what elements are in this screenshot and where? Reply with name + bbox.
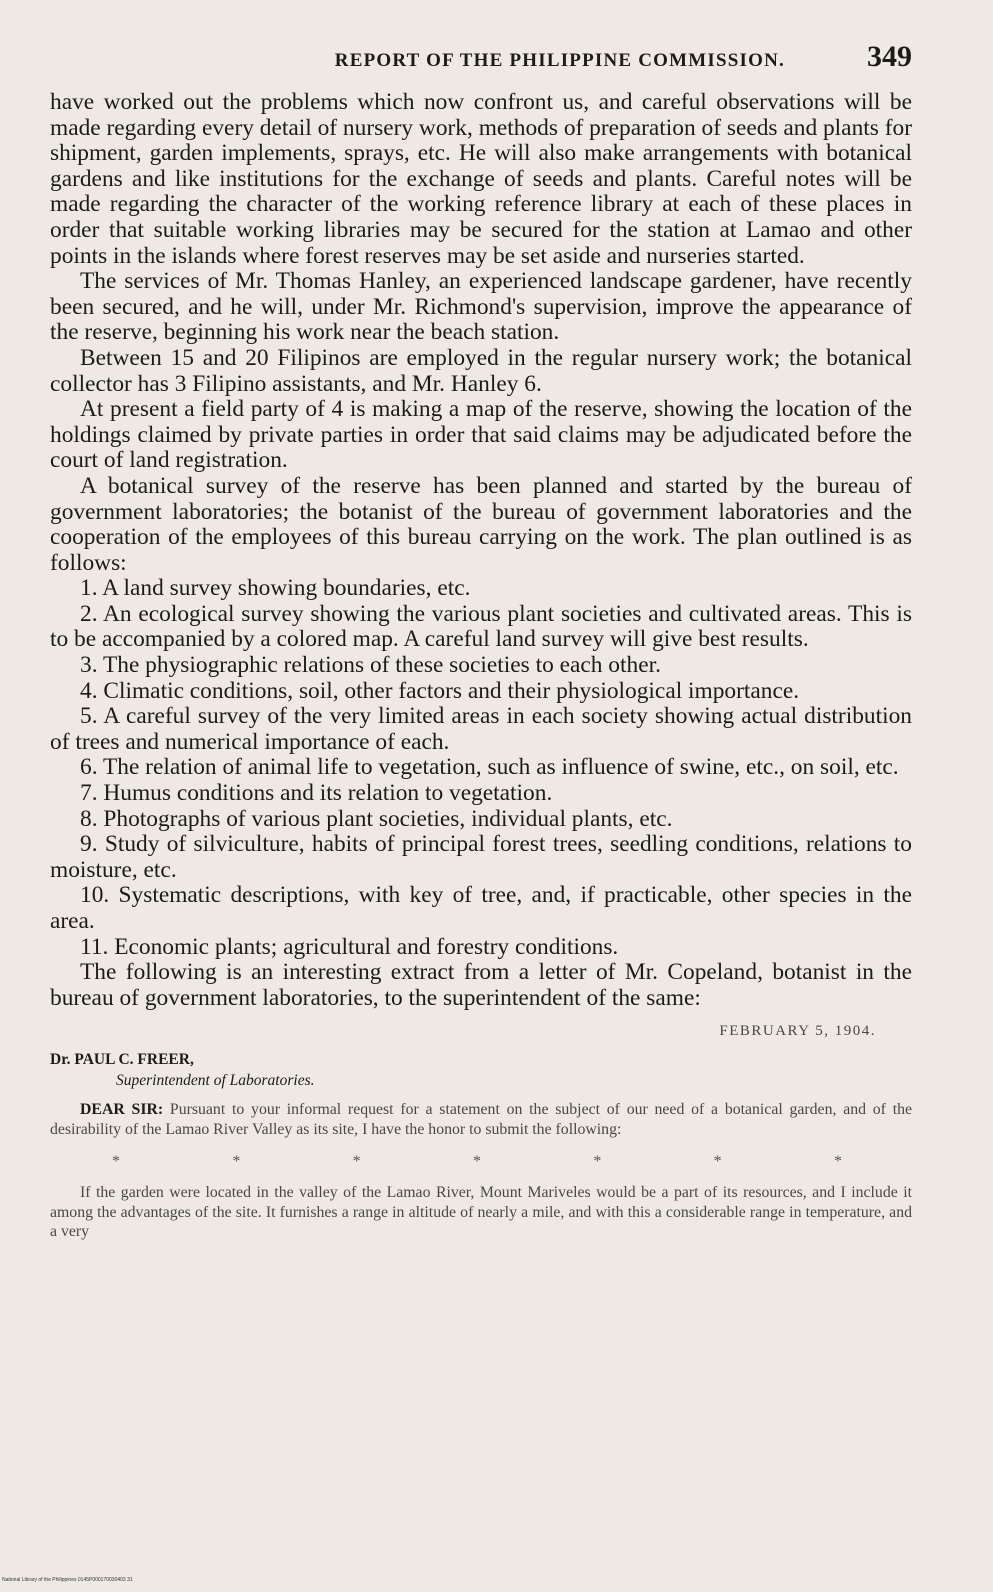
letter-extract	[50, 1023, 912, 1242]
list-item: 10. Systematic descriptions, with key of tree, and, if practicable, other species in the area.	[50, 882, 912, 934]
paragraph: have worked out the problems which now confront us, and careful observations will be made regarding every detail of nursery work, methods of preparation of seeds and plants for shipment, garden implements, sprays, etc. He will also make arrangements with botanical gardens and like institutions for the exchange of seeds and plants. Careful notes will be made regarding the character of the working reference library at each of these places in order that suitable working libraries may be secured for the station at Lamao and other points in the islands where forest reserves may be set aside and nurseries started.	[50, 89, 912, 269]
letter-opening: Pursuant to your informal request for a statement on the subject of our need of a botanical garden, and of the desirability of the Lamao River Valley as its site, I have the honor to submit the following:	[50, 1101, 913, 1138]
list-item: 2. An ecological survey showing the various plant societies and cultivated areas. This is to be accompanied by a colored map. A careful land survey will give best results.	[50, 600, 912, 653]
list-item: 7. Humus conditions and its relation to vegetation.	[80, 780, 553, 807]
list-item: 9. Study of silviculture, habits of principal forest trees, seedling conditions, relations to moisture, etc.	[50, 831, 912, 883]
document-page	[50, 40, 912, 1242]
star: *	[112, 1153, 120, 1171]
star: *	[232, 1153, 241, 1171]
scan-source-footer: National Library of the Philippines 0145P000170030403 31	[2, 1577, 133, 1583]
star: *	[713, 1153, 722, 1171]
star: *	[352, 1153, 361, 1171]
page-number: 349	[867, 40, 912, 73]
paragraph: A botanical survey of the reserve has been planned and started by the bureau of government laboratories; the botanist of the bureau of government laboratories and the cooperation of the employees of this bureau carrying on the work. The plan outlined is as follows:	[50, 472, 912, 576]
letter-addressee: Dr. PAUL C. FREER,	[50, 1051, 194, 1069]
list-item: 5. A careful survey of the very limited areas in each society showing actual distribution of trees and numerical importance of each.	[50, 703, 912, 755]
paragraph: The following is an interesting extract from a letter of Mr. Copeland, botanist in the bureau of government laboratories, to the superintendent of the same:	[50, 959, 912, 1011]
list-item: 1. A land survey showing boundaries, etc.	[80, 575, 471, 602]
letter-addressee-title: Superintendent of Laboratories.	[116, 1072, 315, 1090]
letter-continuation: If the garden were located in the valley of the Lamao River, Mount Mariveles would be a part of its resources, and I include it among the advantages of the site. It furnishes a range in altitude of nearly a mile, and with this a considerable range in temperature, and a very	[50, 1184, 912, 1241]
letter-salutation: DEAR SIR:	[80, 1101, 164, 1119]
body-text	[50, 90, 912, 1011]
running-header	[50, 40, 912, 80]
paragraph: The services of Mr. Thomas Hanley, an experienced landscape gardener, have recently been secured, and he will, under Mr. Richmond's supervision, improve the appearance of the reserve, beginning his work near the beach station.	[50, 268, 912, 346]
list-item: 11. Economic plants; agricultural and forestry conditions.	[80, 933, 619, 960]
star: *	[833, 1153, 842, 1171]
paragraph: Between 15 and 20 Filipinos are employed in the regular nursery work; the botanical collector has 3 Filipino assistants, and Mr. Hanley 6.	[50, 344, 912, 397]
running-title: REPORT OF THE PHILIPPINE COMMISSION.	[334, 50, 785, 71]
ellipsis-stars	[50, 1153, 912, 1171]
list-item: 8. Photographs of various plant societies, individual plants, etc.	[80, 805, 673, 832]
list-item: 6. The relation of animal life to vegetation, such as influence of swine, etc., on soil, etc.	[80, 754, 899, 781]
star: *	[472, 1153, 481, 1171]
list-item: 4. Climatic conditions, soil, other factors and their physiological importance.	[80, 677, 800, 704]
letter-opening-paragraph	[50, 1100, 912, 1139]
list-item: 3. The physiographic relations of these societies to each other.	[80, 652, 661, 679]
star: *	[593, 1153, 602, 1171]
paragraph: At present a field party of 4 is making a map of the reserve, showing the location of the holdings claimed by private parties in order that said claims may be adjudicated before the court of land registration.	[50, 396, 912, 474]
letter-date: FEBRUARY 5, 1904.	[719, 1023, 876, 1040]
